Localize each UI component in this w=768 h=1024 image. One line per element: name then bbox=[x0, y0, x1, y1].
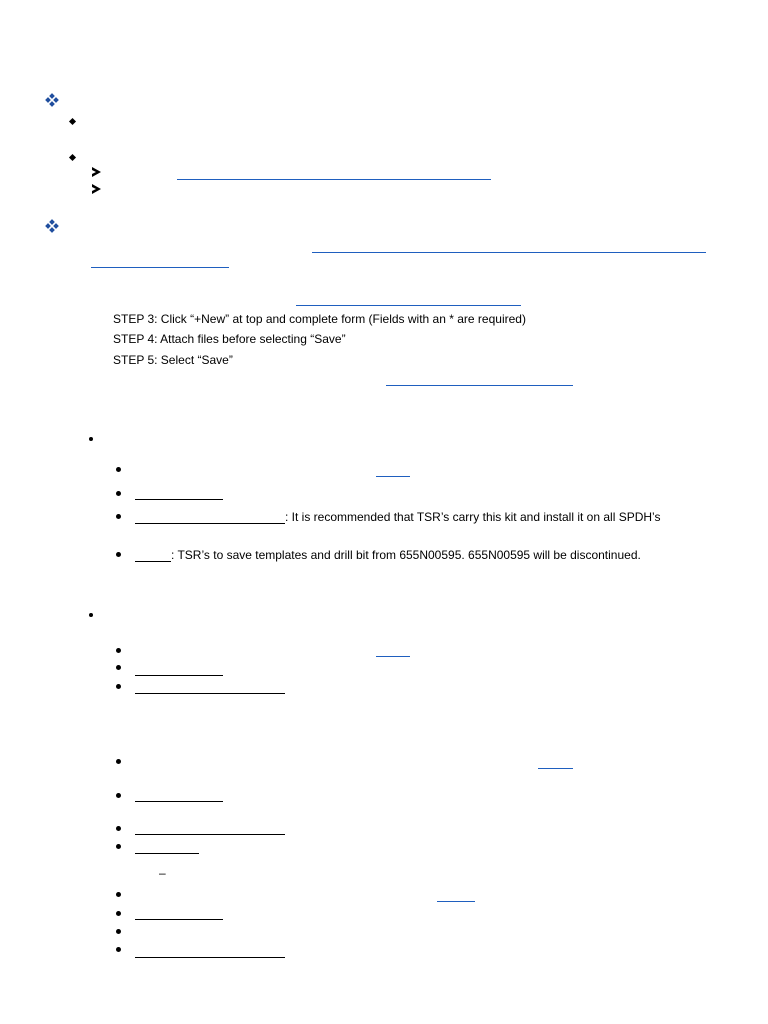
list-bullet-icon bbox=[116, 892, 121, 897]
blank-underline bbox=[135, 853, 199, 854]
section-bullet-icon bbox=[46, 220, 58, 232]
list-bullet-icon bbox=[89, 437, 93, 441]
list-bullet-icon bbox=[116, 929, 121, 934]
blank-underline bbox=[135, 561, 171, 562]
list-item-templates: : TSR’s to save templates and drill bit from 655N00595. 655N00595 will be discontinued. bbox=[171, 548, 641, 562]
list-bullet-icon bbox=[116, 514, 121, 519]
hyperlink-underline[interactable] bbox=[296, 305, 521, 306]
dash-text: – bbox=[159, 866, 166, 880]
list-bullet-icon bbox=[116, 759, 121, 764]
blank-underline bbox=[135, 801, 223, 802]
blank-underline bbox=[135, 957, 285, 958]
list-bullet-icon bbox=[116, 826, 121, 831]
blank-underline bbox=[135, 834, 285, 835]
diamond-bullet-icon bbox=[69, 118, 76, 125]
arrow-bullet-icon bbox=[92, 184, 101, 194]
list-bullet-icon bbox=[89, 613, 93, 617]
list-item-kit: : It is recommended that TSR’s carry this kit and install it on all SPDH’s bbox=[285, 510, 661, 524]
hyperlink-underline[interactable] bbox=[437, 901, 475, 902]
hyperlink-underline[interactable] bbox=[538, 768, 573, 769]
list-bullet-icon bbox=[116, 793, 121, 798]
list-bullet-icon bbox=[116, 684, 121, 689]
list-bullet-icon bbox=[116, 648, 121, 653]
hyperlink-underline[interactable] bbox=[91, 267, 229, 268]
hyperlink-underline[interactable] bbox=[376, 656, 410, 657]
list-bullet-icon bbox=[116, 911, 121, 916]
hyperlink-underline[interactable] bbox=[376, 476, 410, 477]
diamond-bullet-icon bbox=[69, 154, 76, 161]
list-bullet-icon bbox=[116, 947, 121, 952]
section-bullet-icon bbox=[46, 94, 58, 106]
list-bullet-icon bbox=[116, 552, 121, 557]
step-4-text: STEP 4: Attach files before selecting “Save” bbox=[113, 332, 346, 346]
step-5-text: STEP 5: Select “Save” bbox=[113, 353, 233, 367]
hyperlink-underline[interactable] bbox=[386, 385, 573, 386]
list-bullet-icon bbox=[116, 491, 121, 496]
blank-underline bbox=[135, 919, 223, 920]
list-bullet-icon bbox=[116, 665, 121, 670]
blank-underline bbox=[135, 499, 223, 500]
hyperlink-underline[interactable] bbox=[177, 179, 491, 180]
list-bullet-icon bbox=[116, 844, 121, 849]
list-bullet-icon bbox=[116, 467, 121, 472]
blank-underline bbox=[135, 675, 223, 676]
arrow-bullet-icon bbox=[92, 167, 101, 177]
step-3-text: STEP 3: Click “+New” at top and complete form (Fields with an * are required) bbox=[113, 312, 526, 326]
blank-underline bbox=[135, 693, 285, 694]
blank-underline bbox=[135, 523, 285, 524]
hyperlink-underline[interactable] bbox=[312, 252, 706, 253]
